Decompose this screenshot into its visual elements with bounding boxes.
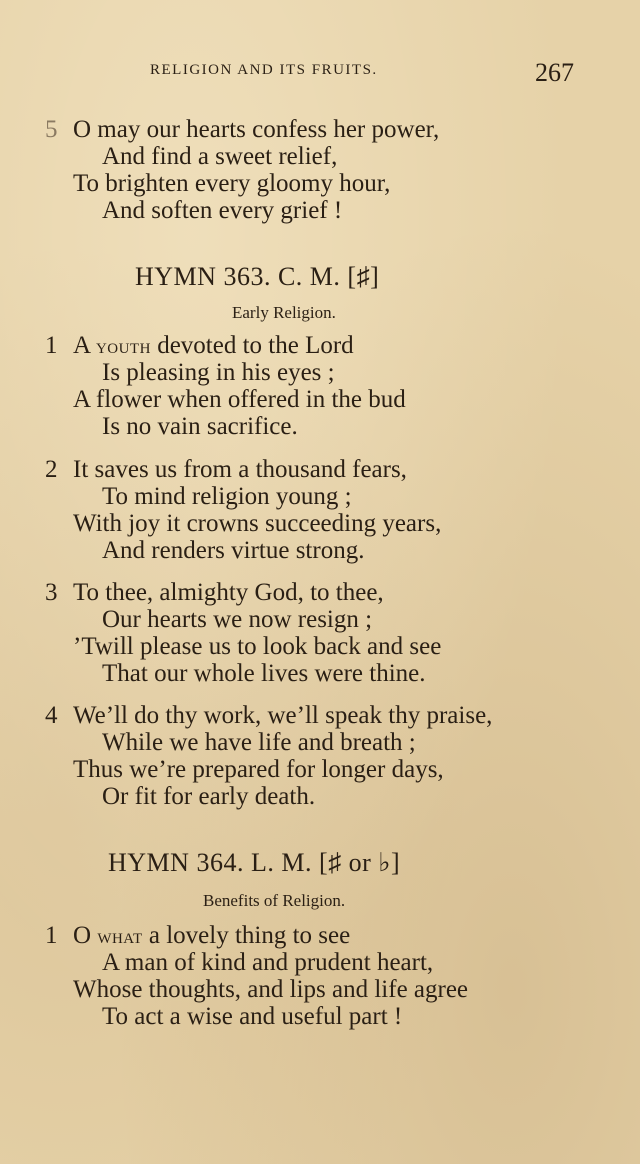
stanza-number: 2 (45, 456, 58, 483)
first-word-small-caps: youth (95, 333, 151, 358)
hymn-title: HYMN 364. L. M. [♯ or ♭] (108, 848, 401, 877)
page-number: 267 (535, 58, 574, 87)
verse-line: And find a sweet relief, (102, 143, 338, 170)
first-word: A (73, 332, 90, 359)
first-line-rest: devoted to the Lord (150, 332, 354, 359)
verse-line: To brighten every gloomy hour, (73, 170, 391, 197)
verse-line: And renders virtue strong. (102, 537, 365, 564)
verse-line: And soften every grief ! (102, 197, 343, 224)
verse-line (73, 922, 350, 950)
verse-line: To thee, almighty God, to thee, (73, 579, 384, 606)
verse-line: Our hearts we now resign ; (102, 606, 373, 633)
verse-line: A flower when offered in the bud (73, 386, 406, 413)
verse-line: With joy it crowns succeeding years, (73, 510, 442, 537)
verse-line: It saves us from a thousand fears, (73, 456, 407, 483)
verse-line: Or fit for early death. (102, 783, 316, 810)
stanza-number: 5 (45, 116, 58, 143)
verse-line: We’ll do thy work, we’ll speak thy praise, (73, 702, 493, 729)
verse-line: A man of kind and prudent heart, (102, 949, 434, 976)
verse-line: Is no vain sacrifice. (102, 413, 298, 440)
hymn-subtitle: Early Religion. (232, 303, 336, 322)
verse-line: ’Twill please us to look back and see (73, 633, 442, 660)
hymn-subtitle: Benefits of Religion. (203, 891, 346, 910)
stanza-number: 1 (45, 332, 58, 359)
first-line-rest: a lovely thing to see (142, 922, 351, 949)
verse-line: Is pleasing in his eyes ; (102, 359, 335, 386)
stanza-number: 1 (45, 922, 58, 949)
verse-line: O may our hearts confess her power, (73, 116, 440, 143)
verse-line: While we have life and breath ; (102, 729, 416, 756)
stanza-number: 3 (45, 579, 58, 606)
first-word: O (73, 922, 92, 949)
stanza-number: 4 (45, 702, 58, 729)
verse-line: Thus we’re prepared for longer days, (73, 756, 444, 783)
verse-line (73, 332, 354, 360)
hymn-title: HYMN 363. C. M. [♯] (135, 262, 380, 291)
verse-line: That our whole lives were thine. (102, 660, 426, 687)
running-title: RELIGION AND ITS FRUITS. (150, 62, 378, 78)
verse-line: Whose thoughts, and lips and life agree (73, 976, 469, 1003)
verse-line: To act a wise and useful part ! (102, 1003, 403, 1030)
verse-line: To mind religion young ; (102, 483, 352, 510)
first-word-small-caps: what (97, 923, 143, 948)
